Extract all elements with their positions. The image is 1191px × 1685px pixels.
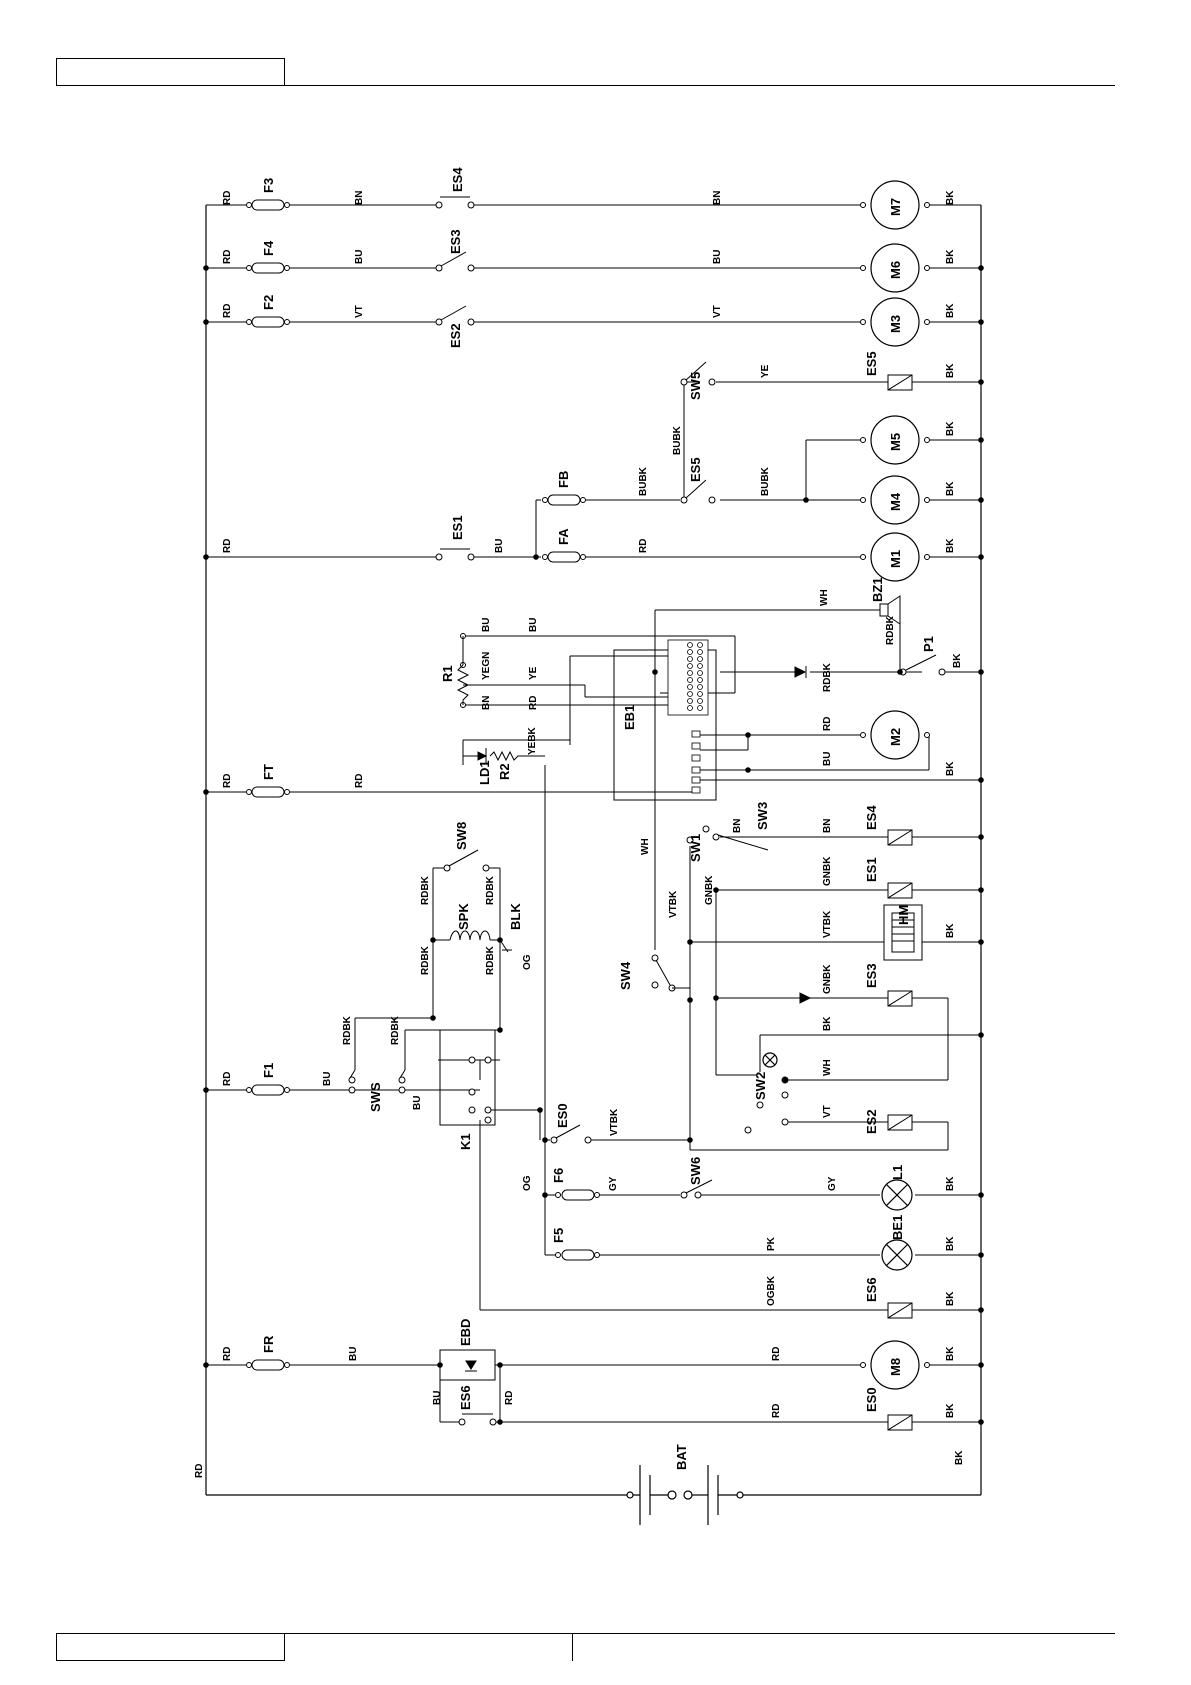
wire-label: RD <box>194 1463 205 1478</box>
junction-dots <box>203 265 984 1425</box>
wire-label: RD <box>504 1390 515 1405</box>
wire-label: BN <box>712 190 723 205</box>
wire-label: RDBK <box>342 1016 353 1045</box>
label-SWS: SWS <box>368 1082 383 1112</box>
wire-label: BU <box>354 249 365 264</box>
wire-label: RD <box>771 1403 782 1418</box>
label-M4: M4 <box>888 492 903 511</box>
wire-label: YEBK <box>527 727 538 755</box>
wire-labels <box>194 190 965 1478</box>
wire-label: GNBK <box>704 875 715 905</box>
label-L1: L1 <box>890 1164 905 1180</box>
wire-label: PK <box>766 1237 777 1251</box>
label-ES1b: ES1 <box>864 857 879 882</box>
label-ES0b: ES0 <box>864 1387 879 1412</box>
wire-label: VTBK <box>668 890 679 918</box>
wire-label: BU <box>481 617 492 632</box>
label-ES6a: ES6 <box>864 1277 879 1302</box>
label-ES2a: ES2 <box>448 323 463 348</box>
label-SW6: SW6 <box>688 1156 703 1185</box>
wire-label: BN <box>481 695 492 710</box>
switch-contacts <box>349 197 945 1425</box>
label-FT: FT <box>261 764 276 780</box>
wire-label: BK <box>945 363 956 378</box>
label-EB1: EB1 <box>622 704 637 730</box>
label-R1: R1 <box>440 665 455 682</box>
wire-label: GNBK <box>822 856 833 886</box>
label-F2: F2 <box>261 294 276 310</box>
label-F4: F4 <box>261 240 276 256</box>
wire-label: BK <box>945 1403 956 1418</box>
wire-label: YEGN <box>481 651 492 680</box>
wire-label: RD <box>222 773 233 788</box>
label-F1: F1 <box>261 1062 276 1078</box>
label-SW5: SW5 <box>688 371 703 400</box>
speaker-coil <box>450 931 512 952</box>
wire-label: BUBK <box>672 426 683 455</box>
wire-label: RDBK <box>390 1016 401 1045</box>
wire-label: BU <box>412 1095 423 1110</box>
wire-label: BU <box>348 1346 359 1361</box>
wire-label: OG <box>522 954 533 970</box>
wire-label: YE <box>760 364 771 378</box>
battery-symbol <box>627 1465 760 1525</box>
wire-label: RDBK <box>485 876 496 905</box>
wire-label: BU <box>822 751 833 766</box>
wire-label: BU <box>494 538 505 553</box>
label-ES4b: ES4 <box>864 805 879 830</box>
label-BZ1: BZ1 <box>870 577 885 602</box>
wire-label: BU <box>528 617 539 632</box>
wire-label: OGBK <box>766 1276 777 1306</box>
label-SW2: SW2 <box>753 1071 768 1100</box>
label-FB: FB <box>556 470 571 488</box>
wire-label: RD <box>528 695 539 710</box>
misc-symbols <box>465 666 810 1371</box>
wire-label: VTBK <box>609 1108 620 1136</box>
wire-label: BK <box>945 761 956 776</box>
wire-label: RD <box>222 190 233 205</box>
label-F6: F6 <box>551 1167 566 1183</box>
label-ES3b: ES3 <box>864 963 879 988</box>
label-M1: M1 <box>888 549 903 568</box>
label-BE1: BE1 <box>890 1214 905 1240</box>
wire-label: GY <box>827 1176 838 1191</box>
label-M2: M2 <box>888 727 903 746</box>
label-SW4: SW4 <box>618 961 633 990</box>
label-ES0a: ES0 <box>555 1103 570 1128</box>
wire-label: YE <box>528 666 539 680</box>
wire-label: BN <box>354 190 365 205</box>
label-ES6b: ES6 <box>458 1385 473 1410</box>
wire-label: RDBK <box>420 946 431 975</box>
label-ES5b: ES5 <box>864 351 879 376</box>
wire-label: RDBK <box>885 616 896 645</box>
wire-label: BK <box>822 1016 833 1031</box>
wire-label: BK <box>945 481 956 496</box>
wire-label: BU <box>322 1071 333 1086</box>
wire-label: RD <box>822 716 833 731</box>
label-F3: F3 <box>261 177 276 193</box>
wire-label: GNBK <box>822 964 833 994</box>
wire-label: RD <box>222 249 233 264</box>
wire-label: BUBK <box>638 467 649 496</box>
label-HM: HM <box>896 904 911 925</box>
label-FR: FR <box>261 1335 276 1353</box>
label-F5: F5 <box>551 1227 566 1243</box>
wire-label: BK <box>945 538 956 553</box>
wire-label: RD <box>638 538 649 553</box>
label-ES1a: ES1 <box>450 515 465 540</box>
wire-label: OG <box>522 1175 533 1191</box>
led-ld1 <box>463 740 486 764</box>
label-BLK: BLK <box>508 903 523 930</box>
label-LD1: LD1 <box>477 760 492 785</box>
wire-label: BK <box>945 421 956 436</box>
wire-label: WH <box>819 589 830 606</box>
wire-label: RDBK <box>485 946 496 975</box>
wire-label: BK <box>954 1450 965 1465</box>
resistor-r1 <box>458 636 468 705</box>
wire-label: RD <box>222 1071 233 1086</box>
label-M5: M5 <box>888 432 903 451</box>
label-M6: M6 <box>888 260 903 279</box>
label-K1: K1 <box>458 1133 473 1150</box>
label-ES2b: ES2 <box>864 1109 879 1134</box>
label-BAT: BAT <box>674 1444 689 1470</box>
wire-label: BU <box>712 249 723 264</box>
wire-label: RDBK <box>420 876 431 905</box>
wire-label: RD <box>222 303 233 318</box>
wire-label: BUBK <box>760 467 771 496</box>
label-EBD: EBD <box>458 1318 473 1346</box>
wire-label: WH <box>640 838 651 855</box>
wire-label: GY <box>608 1176 619 1191</box>
wire-label: WH <box>822 1059 833 1076</box>
wire-label: RD <box>222 538 233 553</box>
component-labels <box>261 167 936 1470</box>
label-SPK: SPK <box>456 903 471 930</box>
label-ES3a: ES3 <box>448 229 463 254</box>
wire-label: BN <box>822 818 833 833</box>
wire-label: RD <box>222 1346 233 1361</box>
wire-label: RD <box>354 773 365 788</box>
wire-label: RDBK <box>822 663 833 692</box>
wire-label: RD <box>771 1346 782 1361</box>
wire-label: BN <box>732 818 743 833</box>
wire-label: BK <box>945 303 956 318</box>
wire-label: BK <box>945 1176 956 1191</box>
label-ES4a: ES4 <box>450 167 465 192</box>
wire-label: VT <box>712 305 723 318</box>
label-FA: FA <box>556 528 571 545</box>
wire-label: VT <box>822 1105 833 1118</box>
wire-label: VT <box>354 305 365 318</box>
label-M7: M7 <box>888 197 903 216</box>
wire-label: BU <box>432 1390 443 1405</box>
wire-label: BK <box>945 923 956 938</box>
label-R2: R2 <box>497 763 512 780</box>
wire-label: BK <box>945 249 956 264</box>
label-SW8: SW8 <box>454 821 469 850</box>
wire-label: BK <box>945 1346 956 1361</box>
label-M8: M8 <box>888 1357 903 1376</box>
label-SW1: SW1 <box>688 833 703 862</box>
wire-label: VTBK <box>822 910 833 938</box>
wire-label: BK <box>952 653 963 668</box>
label-M3: M3 <box>888 314 903 333</box>
wire-label: BK <box>945 190 956 205</box>
label-P1: P1 <box>921 636 936 652</box>
wire-label: BK <box>945 1291 956 1306</box>
wire-label: BK <box>945 1236 956 1251</box>
label-ES5a: ES5 <box>688 457 703 482</box>
label-SW3: SW3 <box>755 801 770 830</box>
